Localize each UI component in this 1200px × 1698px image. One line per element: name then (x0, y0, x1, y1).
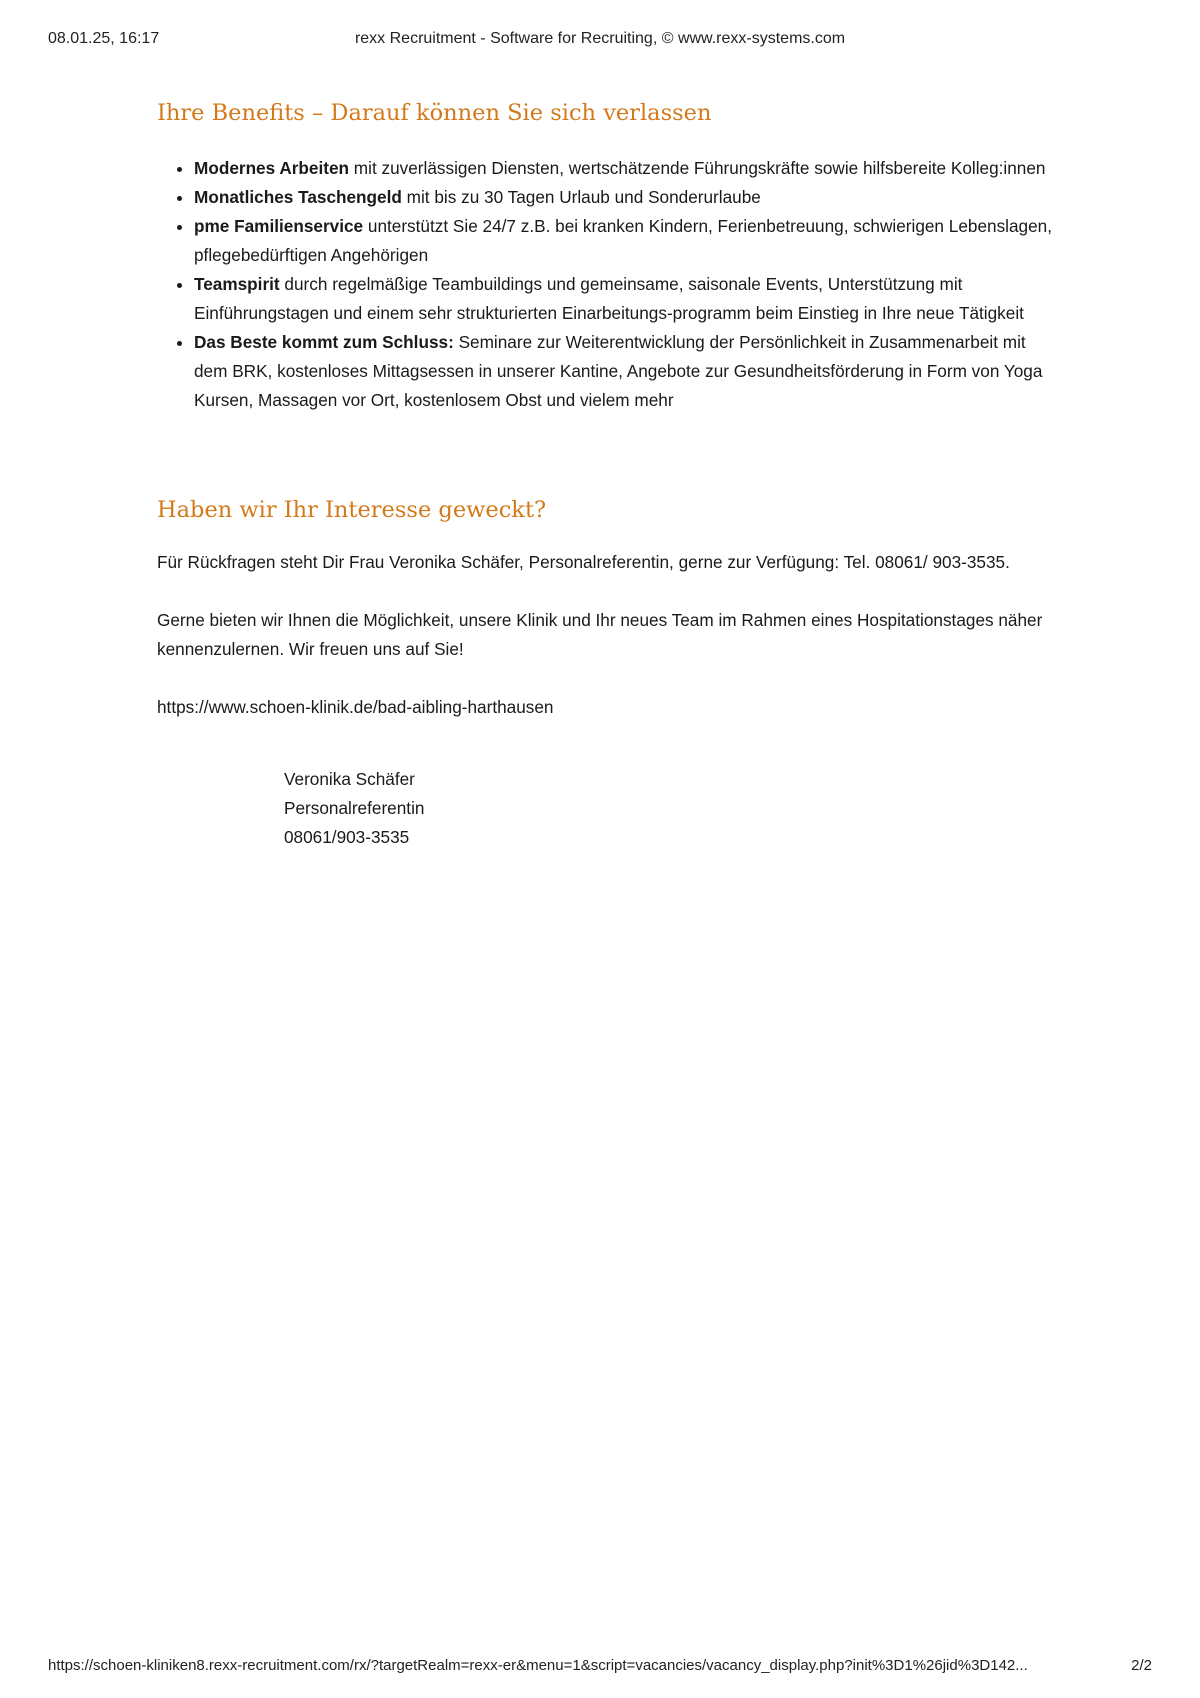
benefit-title: pme Familienservice (194, 216, 364, 236)
benefit-text: Seminare zur Weiterentwicklung der Persönlichkeit in Zusammenarbeit mit dem BRK, kostenloses Mittagsessen in unserer Kantine, Angebote zur Gesundheitsförderung in Form von Yoga Kursen, Massagen vor Ort, kostenlosem Obst und vielem mehr (194, 332, 1043, 410)
list-item (194, 212, 1057, 270)
print-page-title: rexx Recruitment - Software for Recruiting, © www.rexx-systems.com (354, 30, 846, 47)
benefit-text: mit zuverlässigen Diensten, wertschätzende Führungskräfte sowie hilfsbereite Kolleg:innen (349, 158, 1046, 178)
benefit-text: mit bis zu 30 Tagen Urlaub und Sonderurlaube (401, 187, 761, 207)
print-header (48, 30, 1152, 54)
benefits-list (157, 154, 1057, 415)
interest-heading: Haben wir Ihr Interesse geweckt? (157, 497, 547, 523)
list-item (194, 183, 1057, 212)
benefit-text: unterstützt Sie 24/7 z.B. bei kranken Kindern, Ferienbetreuung, schwierigen Lebenslagen, pflegebedürftigen Angehörigen (194, 216, 1052, 265)
signature-name: Veronika Schäfer (284, 769, 415, 789)
print-source-url: https://schoen-kliniken8.rexx-recruitment.com/rx/?targetRealm=rexx-er&menu=1&script=vacancies/vacancy_display.php?init%3D1%26jid%3D142... (48, 1657, 1028, 1674)
visit-paragraph: Gerne bieten wir Ihnen die Möglichkeit, unsere Klinik und Ihr neues Team im Rahmen eines Hospitationstages näher kennenzulernen. Wir freuen uns auf Sie! (157, 610, 1043, 659)
benefits-heading: Ihre Benefits – Darauf können Sie sich verlassen (157, 100, 712, 126)
signature-phone: 08061/903-3535 (284, 827, 410, 847)
print-date: 08.01.25, 16:17 (48, 30, 160, 47)
signature-block (284, 765, 1057, 852)
list-item (194, 154, 1057, 183)
benefits-section (157, 96, 1057, 415)
page-number: 2/2 (1131, 1657, 1152, 1674)
list-item (194, 328, 1057, 415)
benefit-title: Teamspirit (194, 274, 280, 294)
document-content (157, 96, 1057, 852)
benefit-title: Das Beste kommt zum Schluss: (194, 332, 454, 352)
contact-paragraph: Für Rückfragen steht Dir Frau Veronika Schäfer, Personalreferentin, gerne zur Verfügung: Tel. 08061/ 903-3535. (157, 552, 1010, 572)
benefit-text: durch regelmäßige Teambuildings und gemeinsame, saisonale Events, Unterstützung mit Einführungstagen und einem sehr strukturierten Einarbeitungs-programm beim Einstieg in Ihre neue Tätigkeit (194, 274, 1024, 323)
print-footer (48, 1657, 1152, 1681)
benefit-title: Monatliches Taschengeld (194, 187, 402, 207)
signature-role: Personalreferentin (284, 798, 425, 818)
list-item (194, 270, 1057, 328)
benefit-title: Modernes Arbeiten (194, 158, 350, 178)
interest-section (157, 493, 1057, 852)
website-link[interactable]: https://www.schoen-klinik.de/bad-aibling-harthausen (157, 697, 554, 717)
